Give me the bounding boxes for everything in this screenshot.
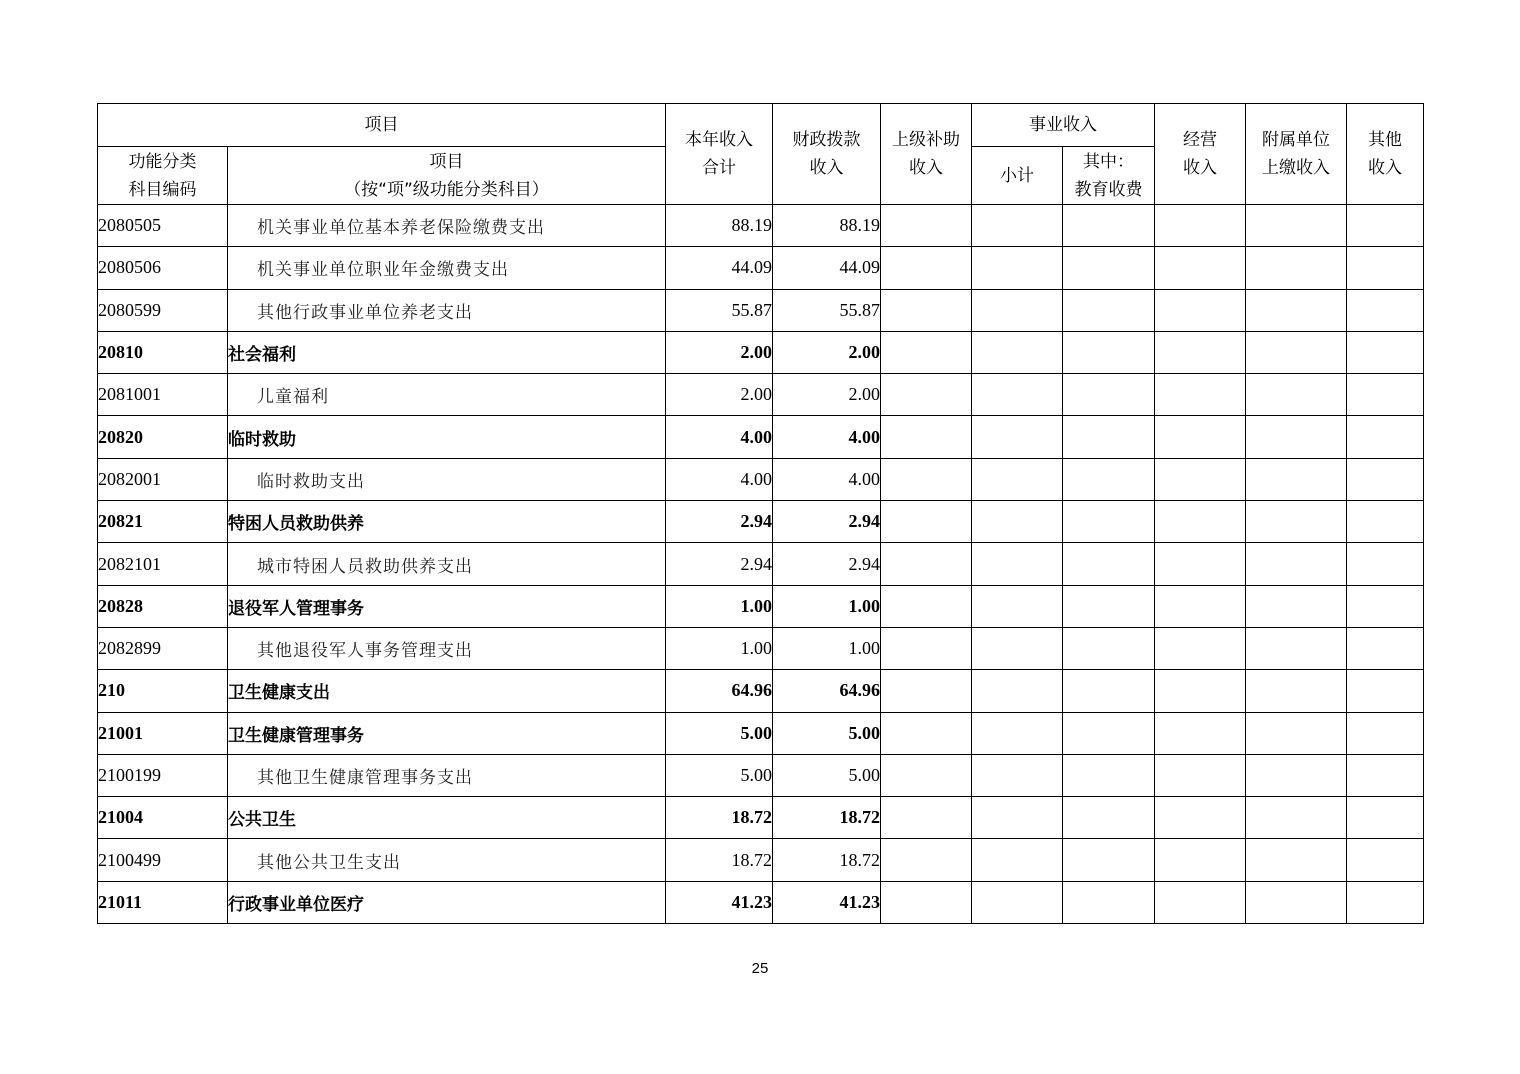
table-row: [98, 331, 1424, 373]
row-total-income: 4.00: [666, 458, 773, 500]
row-superior-subsidy: [881, 670, 972, 712]
row-education-fees: [1063, 839, 1155, 881]
row-business-subtotal: [972, 374, 1063, 416]
row-item-name: 其他退役军人事务管理支出: [228, 627, 666, 669]
row-business-subtotal: [972, 543, 1063, 585]
row-business-subtotal: [972, 881, 1063, 923]
row-item-name: 临时救助: [228, 416, 666, 458]
row-item-name: 机关事业单位职业年金缴费支出: [228, 247, 666, 289]
row-affiliated-income: [1246, 247, 1347, 289]
row-operating-income: [1155, 458, 1246, 500]
row-education-fees: [1063, 797, 1155, 839]
row-superior-subsidy: [881, 501, 972, 543]
row-code: 20821: [98, 501, 228, 543]
row-other-income: [1347, 712, 1424, 754]
row-operating-income: [1155, 670, 1246, 712]
row-code: 21004: [98, 797, 228, 839]
row-item-name: 卫生健康支出: [228, 670, 666, 712]
row-operating-income: [1155, 754, 1246, 796]
row-operating-income: [1155, 797, 1246, 839]
row-fiscal-allocation: 4.00: [773, 458, 881, 500]
row-code: 2082899: [98, 627, 228, 669]
row-business-subtotal: [972, 839, 1063, 881]
row-total-income: 44.09: [666, 247, 773, 289]
row-total-income: 2.00: [666, 331, 773, 373]
row-item-name: 社会福利: [228, 331, 666, 373]
row-education-fees: [1063, 627, 1155, 669]
row-business-subtotal: [972, 247, 1063, 289]
row-other-income: [1347, 247, 1424, 289]
row-other-income: [1347, 458, 1424, 500]
row-business-subtotal: [972, 331, 1063, 373]
row-other-income: [1347, 289, 1424, 331]
row-business-subtotal: [972, 458, 1063, 500]
table-row: [98, 670, 1424, 712]
row-other-income: [1347, 670, 1424, 712]
row-affiliated-income: [1246, 543, 1347, 585]
row-operating-income: [1155, 712, 1246, 754]
row-affiliated-income: [1246, 585, 1347, 627]
row-total-income: 88.19: [666, 205, 773, 247]
row-other-income: [1347, 331, 1424, 373]
table-row: [98, 797, 1424, 839]
row-education-fees: [1063, 670, 1155, 712]
table-row: [98, 374, 1424, 416]
row-fiscal-allocation: 18.72: [773, 797, 881, 839]
table-row: [98, 416, 1424, 458]
row-code: 2080506: [98, 247, 228, 289]
row-superior-subsidy: [881, 543, 972, 585]
row-affiliated-income: [1246, 331, 1347, 373]
table-row: [98, 501, 1424, 543]
row-fiscal-allocation: 2.00: [773, 374, 881, 416]
row-education-fees: [1063, 374, 1155, 416]
row-fiscal-allocation: 44.09: [773, 247, 881, 289]
row-affiliated-income: [1246, 205, 1347, 247]
row-superior-subsidy: [881, 458, 972, 500]
table-row: [98, 458, 1424, 500]
row-fiscal-allocation: 5.00: [773, 712, 881, 754]
row-affiliated-income: [1246, 797, 1347, 839]
row-fiscal-allocation: 41.23: [773, 881, 881, 923]
row-total-income: 4.00: [666, 416, 773, 458]
row-education-fees: [1063, 501, 1155, 543]
row-item-name: 特困人员救助供养: [228, 501, 666, 543]
row-fiscal-allocation: 1.00: [773, 585, 881, 627]
row-code: 2080599: [98, 289, 228, 331]
row-total-income: 18.72: [666, 839, 773, 881]
row-code: 2081001: [98, 374, 228, 416]
row-total-income: 5.00: [666, 754, 773, 796]
header-subtotal: 小计: [972, 147, 1063, 205]
row-fiscal-allocation: 4.00: [773, 416, 881, 458]
row-education-fees: [1063, 712, 1155, 754]
table-row: [98, 247, 1424, 289]
row-total-income: 41.23: [666, 881, 773, 923]
header-operating-income: 经营 收入: [1155, 104, 1246, 205]
row-code: 20810: [98, 331, 228, 373]
row-other-income: [1347, 797, 1424, 839]
row-item-name: 卫生健康管理事务: [228, 712, 666, 754]
row-code: 20820: [98, 416, 228, 458]
row-total-income: 2.00: [666, 374, 773, 416]
table-row: [98, 289, 1424, 331]
row-education-fees: [1063, 289, 1155, 331]
table-body: [98, 205, 1424, 924]
table-row: [98, 754, 1424, 796]
row-total-income: 18.72: [666, 797, 773, 839]
row-item-name: 城市特困人员救助供养支出: [228, 543, 666, 585]
row-superior-subsidy: [881, 374, 972, 416]
row-code: 21011: [98, 881, 228, 923]
row-superior-subsidy: [881, 585, 972, 627]
header-row-1: [98, 104, 1424, 147]
table-row: [98, 627, 1424, 669]
row-affiliated-income: [1246, 881, 1347, 923]
row-operating-income: [1155, 416, 1246, 458]
row-affiliated-income: [1246, 501, 1347, 543]
row-item-name: 其他卫生健康管理事务支出: [228, 754, 666, 796]
row-operating-income: [1155, 247, 1246, 289]
row-affiliated-income: [1246, 374, 1347, 416]
row-operating-income: [1155, 543, 1246, 585]
row-operating-income: [1155, 627, 1246, 669]
row-fiscal-allocation: 2.94: [773, 501, 881, 543]
row-education-fees: [1063, 543, 1155, 585]
row-affiliated-income: [1246, 627, 1347, 669]
row-affiliated-income: [1246, 416, 1347, 458]
header-education-fees: 其中： 教育收费: [1063, 147, 1155, 205]
row-total-income: 1.00: [666, 585, 773, 627]
header-superior-subsidy: 上级补助 收入: [881, 104, 972, 205]
row-business-subtotal: [972, 585, 1063, 627]
row-business-subtotal: [972, 416, 1063, 458]
row-code: 20828: [98, 585, 228, 627]
row-affiliated-income: [1246, 458, 1347, 500]
row-superior-subsidy: [881, 331, 972, 373]
row-item-name: 其他公共卫生支出: [228, 839, 666, 881]
row-superior-subsidy: [881, 627, 972, 669]
row-code: 2082101: [98, 543, 228, 585]
row-total-income: 2.94: [666, 543, 773, 585]
header-total-income: 本年收入 合计: [666, 104, 773, 205]
row-affiliated-income: [1246, 289, 1347, 331]
row-affiliated-income: [1246, 670, 1347, 712]
row-business-subtotal: [972, 627, 1063, 669]
row-other-income: [1347, 543, 1424, 585]
row-total-income: 1.00: [666, 627, 773, 669]
row-operating-income: [1155, 331, 1246, 373]
row-operating-income: [1155, 881, 1246, 923]
row-education-fees: [1063, 585, 1155, 627]
row-fiscal-allocation: 88.19: [773, 205, 881, 247]
header-affiliated-income: 附属单位 上缴收入: [1246, 104, 1347, 205]
header-other-income: 其他 收入: [1347, 104, 1424, 205]
table-row: [98, 543, 1424, 585]
table-row: [98, 712, 1424, 754]
row-item-name: 公共卫生: [228, 797, 666, 839]
row-other-income: [1347, 839, 1424, 881]
row-other-income: [1347, 585, 1424, 627]
row-other-income: [1347, 754, 1424, 796]
row-fiscal-allocation: 2.94: [773, 543, 881, 585]
row-operating-income: [1155, 289, 1246, 331]
row-code: 2100199: [98, 754, 228, 796]
row-operating-income: [1155, 374, 1246, 416]
page-number: 25: [751, 960, 769, 977]
row-education-fees: [1063, 331, 1155, 373]
table-row: [98, 205, 1424, 247]
row-superior-subsidy: [881, 416, 972, 458]
row-code: 2082001: [98, 458, 228, 500]
row-affiliated-income: [1246, 712, 1347, 754]
row-code: 21001: [98, 712, 228, 754]
row-business-subtotal: [972, 501, 1063, 543]
row-total-income: 55.87: [666, 289, 773, 331]
header-item: 项目 （按“项”级功能分类科目）: [228, 147, 666, 205]
row-fiscal-allocation: 5.00: [773, 754, 881, 796]
header-function-code: 功能分类 科目编码: [98, 147, 228, 205]
row-business-subtotal: [972, 754, 1063, 796]
row-education-fees: [1063, 205, 1155, 247]
row-item-name: 临时救助支出: [228, 458, 666, 500]
row-item-name: 退役军人管理事务: [228, 585, 666, 627]
row-affiliated-income: [1246, 839, 1347, 881]
row-superior-subsidy: [881, 881, 972, 923]
row-code: 2080505: [98, 205, 228, 247]
row-code: 2100499: [98, 839, 228, 881]
row-total-income: 5.00: [666, 712, 773, 754]
row-other-income: [1347, 374, 1424, 416]
row-business-subtotal: [972, 670, 1063, 712]
row-operating-income: [1155, 501, 1246, 543]
row-code: 210: [98, 670, 228, 712]
row-education-fees: [1063, 458, 1155, 500]
row-other-income: [1347, 627, 1424, 669]
row-fiscal-allocation: 2.00: [773, 331, 881, 373]
row-total-income: 2.94: [666, 501, 773, 543]
row-education-fees: [1063, 881, 1155, 923]
row-operating-income: [1155, 585, 1246, 627]
row-other-income: [1347, 416, 1424, 458]
row-superior-subsidy: [881, 839, 972, 881]
row-item-name: 儿童福利: [228, 374, 666, 416]
row-business-subtotal: [972, 289, 1063, 331]
row-superior-subsidy: [881, 289, 972, 331]
table-row: [98, 881, 1424, 923]
row-superior-subsidy: [881, 205, 972, 247]
row-business-subtotal: [972, 205, 1063, 247]
income-budget-table: [97, 103, 1424, 924]
row-superior-subsidy: [881, 797, 972, 839]
row-item-name: 行政事业单位医疗: [228, 881, 666, 923]
table-row: [98, 839, 1424, 881]
row-education-fees: [1063, 247, 1155, 289]
row-affiliated-income: [1246, 754, 1347, 796]
header-project: 项目: [98, 104, 666, 147]
row-total-income: 64.96: [666, 670, 773, 712]
row-business-subtotal: [972, 712, 1063, 754]
row-item-name: 其他行政事业单位养老支出: [228, 289, 666, 331]
row-fiscal-allocation: 64.96: [773, 670, 881, 712]
row-other-income: [1347, 501, 1424, 543]
row-other-income: [1347, 205, 1424, 247]
row-superior-subsidy: [881, 247, 972, 289]
row-education-fees: [1063, 754, 1155, 796]
row-operating-income: [1155, 839, 1246, 881]
row-fiscal-allocation: 55.87: [773, 289, 881, 331]
row-superior-subsidy: [881, 754, 972, 796]
row-education-fees: [1063, 416, 1155, 458]
header-business-income: 事业收入: [972, 104, 1155, 147]
row-business-subtotal: [972, 797, 1063, 839]
row-operating-income: [1155, 205, 1246, 247]
row-superior-subsidy: [881, 712, 972, 754]
row-other-income: [1347, 881, 1424, 923]
row-fiscal-allocation: 1.00: [773, 627, 881, 669]
header-fiscal-allocation: 财政拨款 收入: [773, 104, 881, 205]
row-item-name: 机关事业单位基本养老保险缴费支出: [228, 205, 666, 247]
table-row: [98, 585, 1424, 627]
row-fiscal-allocation: 18.72: [773, 839, 881, 881]
